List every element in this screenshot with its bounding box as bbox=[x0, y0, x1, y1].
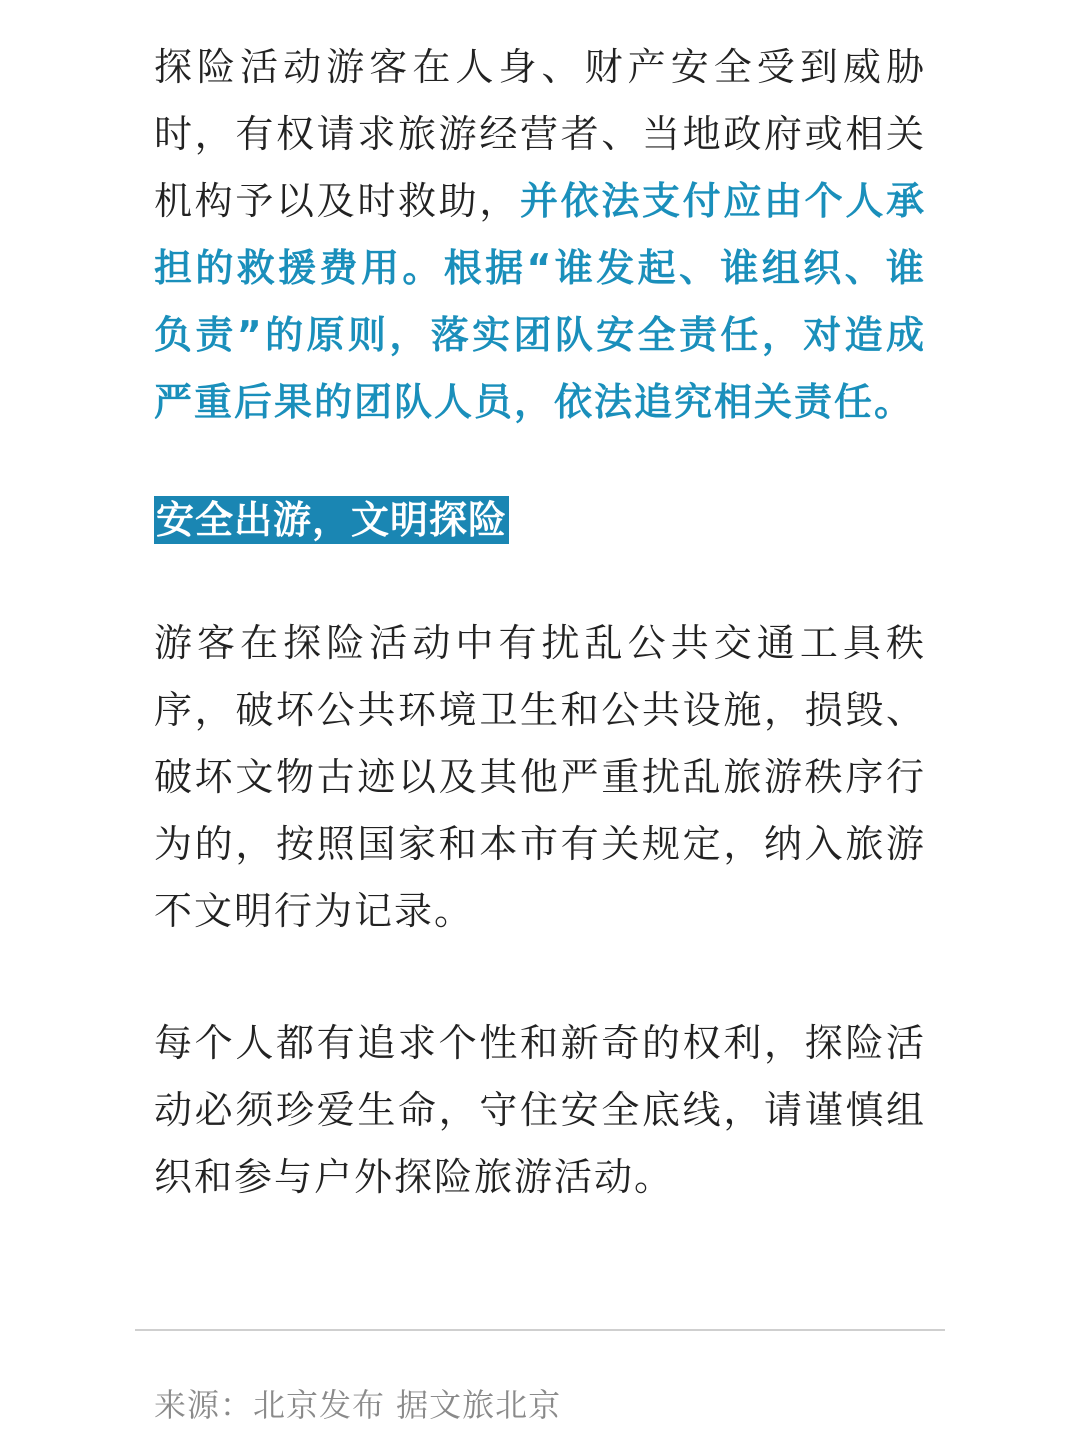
highlighted-responsibility-text: 并依法支付应由个人承担的救援费用。根据“谁发起、谁组织、谁负责”的原则，落实团队安全责任，对造成严重后果的团队人员，依法追究相关责任。 bbox=[154, 179, 926, 424]
section-heading-wrapper bbox=[154, 496, 926, 548]
paragraph-rescue-rights bbox=[154, 34, 926, 436]
paragraph-uncivilized-behavior: 游客在探险活动中有扰乱公共交通工具秩序，破坏公共环境卫生和公共设施，损毁、破坏文物古迹以及其他严重扰乱旅游秩序行为的，按照国家和本市有关规定，纳入旅游不文明行为记录。 bbox=[154, 621, 926, 933]
paragraph-cherish-life: 每个人都有追求个性和新奇的权利，探险活动必须珍爱生命，守住安全底线，请谨慎组织和参与户外探险旅游活动。 bbox=[154, 1021, 926, 1199]
article-body bbox=[154, 34, 926, 1211]
source-credit: 来源：北京发布 据文旅北京 bbox=[154, 1386, 562, 1424]
paragraph-rescue-rights-text: 探险活动游客在人身、财产安全受到威胁时，有权请求旅游经营者、当地政府或相关机构予以及时救助， bbox=[154, 45, 926, 223]
section-heading: 安全出游，文明探险 bbox=[156, 498, 508, 542]
footer-divider bbox=[135, 1329, 945, 1331]
